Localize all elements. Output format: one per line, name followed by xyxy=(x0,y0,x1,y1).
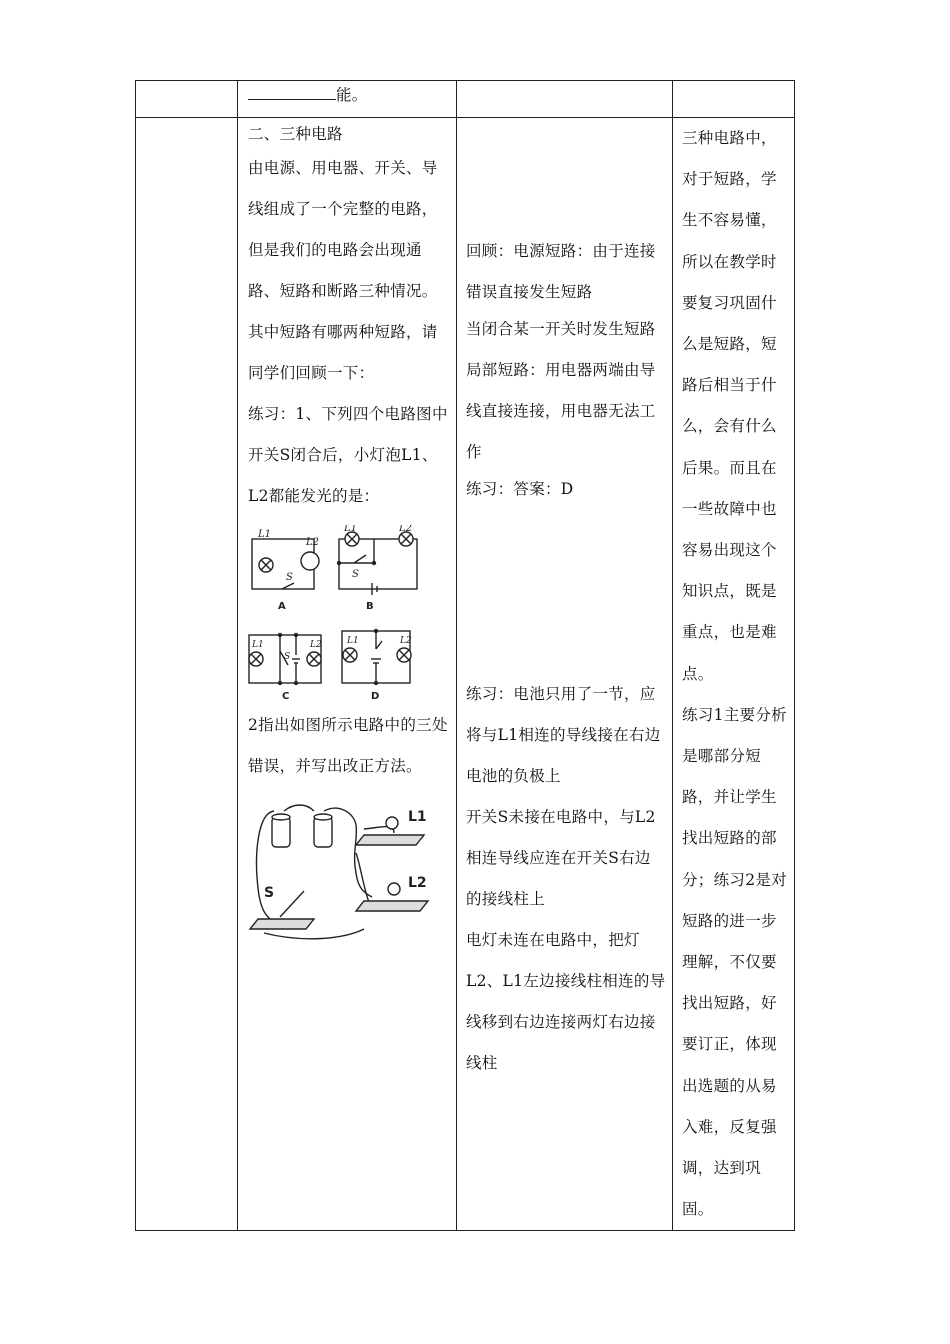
physical-circuit-figure xyxy=(244,793,434,943)
label-s: S xyxy=(264,885,275,901)
label-l2: L2 xyxy=(310,640,322,650)
label-a: A xyxy=(278,601,286,612)
label-l2: L2 xyxy=(408,875,427,891)
row1-col1 xyxy=(136,81,238,118)
paragraph: 其中短路有哪两种短路，请同学们回顾一下： xyxy=(248,323,438,382)
row2-col2 xyxy=(238,118,457,1231)
label-l2: L2 xyxy=(306,537,320,548)
paragraph: 开关S未接在电路中，与L2相连导线应连在开关S右边的接线柱上 xyxy=(466,808,656,908)
paragraph: 2指出如图所示电路中的三处错误，并写出改正方法。 xyxy=(248,716,448,775)
label-l1: L1 xyxy=(252,640,264,650)
paragraph: 由电源、用电器、开关、导线组成了一个完整的电路，但是我们的电路会出现通路、短路和断路三种情况。 xyxy=(248,159,438,300)
section-heading: 二、三种电路 xyxy=(248,125,343,143)
row1-col2 xyxy=(238,81,457,118)
row2-col3 xyxy=(457,118,673,1231)
paragraph: 局部短路：用电器两端由导线直接连接，用电器无法工作 xyxy=(466,361,656,461)
row1-col4 xyxy=(673,81,795,118)
label-s: S xyxy=(286,572,293,583)
table-row xyxy=(136,81,795,118)
row2-col4 xyxy=(673,118,795,1231)
paragraph: 回顾：电源短路：由于连接错误直接发生短路 xyxy=(466,242,656,301)
paragraph: 练习1主要分析是哪部分短路，并让学生找出短路的部分；练习2是对短路的进一步理解，不仅要找出短路，好要订正，体现出选题的从易入难，反复强调，达到巩固。 xyxy=(682,705,787,1219)
label-d: D xyxy=(371,691,380,702)
label-b: B xyxy=(366,601,374,612)
label-l2: L2 xyxy=(400,636,412,646)
row1-col3 xyxy=(457,81,673,118)
table-row xyxy=(136,118,795,1231)
circuit-diagram-cd xyxy=(244,621,434,703)
paragraph: 电灯未连在电路中，把灯L2、L1左边接线柱相连的导线移到右边连接两灯右边接线柱 xyxy=(466,931,666,1072)
label-s: S xyxy=(284,652,291,662)
paragraph: 练习：答案：D xyxy=(466,480,574,498)
paragraph: 练习：1、下列四个电路图中开关S闭合后，小灯泡L1、L2都能发光的是： xyxy=(248,405,448,505)
row1-suffix: 能。 xyxy=(336,86,368,104)
label-l1: L1 xyxy=(408,809,427,825)
label-s: S xyxy=(352,569,359,580)
label-c: C xyxy=(282,691,290,702)
fill-blank xyxy=(248,85,336,100)
label-l1: L1 xyxy=(258,529,272,540)
paragraph: 三种电路中，对于短路，学生不容易懂，所以在教学时要复习巩固什么是短路，短路后相当于什么，会有什么后果。而且在一些故障中也容易出现这个知识点，既是重点，也是难点。 xyxy=(682,129,777,683)
circuit-diagram-ab xyxy=(244,525,434,615)
paragraph: 练习：电池只用了一节，应将与L1相连的导线接在右边电池的负极上 xyxy=(466,685,661,785)
lesson-table xyxy=(135,80,795,1231)
row2-col1 xyxy=(136,118,238,1231)
label-l1: L1 xyxy=(344,525,358,534)
paragraph: 当闭合某一开关时发生短路 xyxy=(466,320,656,338)
label-l1: L1 xyxy=(347,636,359,646)
label-l2: L2 xyxy=(399,525,413,534)
